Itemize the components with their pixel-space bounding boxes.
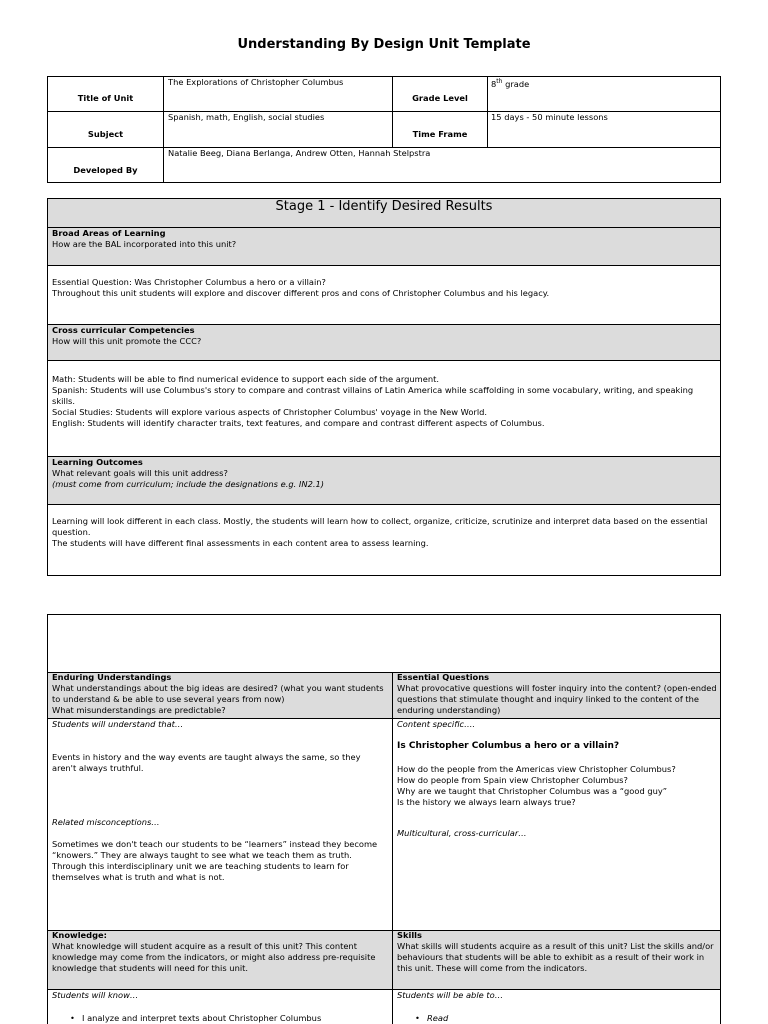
questions-q2: How do people from Spain view Christopher Columbus? — [397, 775, 628, 785]
bal-line-2: Throughout this unit students will explore and discover different pros and cons of Christopher Columbus and his legacy. — [52, 288, 550, 298]
understandings-body-1: Events in history and the way events are taught always the same, so they aren't always truthful. — [52, 752, 361, 773]
grade-level-label: Grade Level — [412, 93, 468, 103]
knowledge-sub: Students will know… — [52, 990, 139, 1000]
knowledge-prompt: What knowledge will student acquire as a result of this unit? This content knowledge may come from the indicators, or might also address pre-requisite knowledge that students will need for this unit. — [52, 941, 376, 973]
ccc-math: Math: Students will be able to find numerical evidence to support each side of the argument. — [52, 374, 440, 384]
skills-content — [397, 990, 717, 1024]
understandings-heading: Enduring Understandings — [52, 672, 172, 682]
questions-content — [397, 719, 717, 839]
understandings-sub-2: Related misconceptions… — [52, 817, 160, 827]
outcomes-header — [52, 457, 716, 490]
subject-value: Spanish, math, English, social studies — [168, 112, 325, 122]
title-of-unit-label: Title of Unit — [77, 93, 134, 103]
skills-item: • Read — [397, 1013, 717, 1024]
ccc-content — [52, 374, 716, 429]
understandings-body-2: Sometimes we don't teach our students to be “learners” instead they become “knowers.” They are always taught to see what we teach them as truth. Through this interdisciplinary unit we are teaching students to learn for themselves what is truth and what is not. — [52, 839, 378, 882]
ccc-heading: Cross curricular Competencies — [52, 325, 195, 335]
page-title: Understanding By Design Unit Template — [237, 37, 531, 52]
skills-heading: Skills — [397, 930, 422, 940]
questions-q1: How do the people from the Americas view Christopher Columbus? — [397, 764, 676, 774]
stage1-title: Stage 1 - Identify Desired Results — [275, 199, 493, 214]
ccc-header — [52, 325, 716, 347]
ccc-social: Social Studies: Students will explore various aspects of Christopher Columbus' voyage in the New World. — [52, 407, 488, 417]
subject-label: Subject — [87, 129, 124, 139]
questions-main: Is Christopher Columbus a hero or a villain? — [397, 741, 620, 751]
title-of-unit-value: The Explorations of Christopher Columbus — [168, 77, 344, 87]
understandings-header — [52, 672, 388, 716]
understandings-sub-1: Students will understand that… — [52, 719, 184, 729]
questions-heading: Essential Questions — [397, 672, 490, 682]
questions-q3: Why are we taught that Christopher Columbus was a “good guy” — [397, 786, 668, 796]
time-frame-value: 15 days - 50 minute lessons — [491, 112, 608, 122]
questions-prompt: What provocative questions will foster inquiry into the content? (open-ended questions that stimulate thought and inquiry linked to the content of the enduring understanding) — [397, 683, 717, 715]
time-frame-label: Time Frame — [412, 129, 468, 139]
understandings-prompt-2: What misunderstandings are predictable? — [52, 705, 226, 715]
knowledge-header — [52, 930, 388, 974]
bal-heading: Broad Areas of Learning — [52, 228, 166, 238]
outcomes-line-2: The students will have different final assessments in each content area to assess learning. — [52, 538, 429, 548]
skills-prompt: What skills will students acquire as a result of this unit? List the skills and/or behaviours that students will be able to exhibit as a result of their work in this unit. These will come from the indicators. — [397, 941, 714, 973]
bal-prompt: How are the BAL incorporated into this unit? — [52, 239, 237, 249]
questions-header — [397, 672, 717, 716]
outcomes-prompt: What relevant goals will this unit address? — [52, 468, 228, 478]
outcomes-heading: Learning Outcomes — [52, 457, 143, 467]
knowledge-content — [52, 990, 388, 1024]
bal-content — [52, 277, 716, 299]
ccc-spanish: Spanish: Students will use Columbus's story to compare and contrast villains of Latin America while scaffolding in some vocabulary, writing, and speaking skills. — [52, 385, 694, 406]
ccc-english: English: Students will identify character traits, text features, and compare and contrast different aspects of Columbus. — [52, 418, 545, 428]
bal-header — [52, 228, 716, 250]
ccc-prompt: How will this unit promote the CCC? — [52, 336, 202, 346]
bal-line-1: Essential Question: Was Christopher Columbus a hero or a villain? — [52, 277, 326, 287]
outcomes-note: (must come from curriculum; include the designations e.g. IN2.1) — [52, 479, 325, 489]
questions-sub-2: Multicultural, cross-curricular… — [397, 828, 527, 838]
knowledge-heading: Knowledge: — [52, 930, 107, 940]
developed-by-value: Natalie Beeg, Diana Berlanga, Andrew Otten, Hannah Stelpstra — [168, 148, 431, 158]
understandings-prompt-1: What understandings about the big ideas are desired? (what you want students to understand & be able to use several years from now) — [52, 683, 384, 704]
questions-sub-1: Content specific…. — [397, 719, 476, 729]
skills-sub: Students will be able to… — [397, 990, 503, 1000]
outcomes-content — [52, 516, 716, 549]
grade-level-value: 8th grade — [491, 78, 530, 89]
outcomes-line-1: Learning will look different in each class. Mostly, the students will learn how to collect, organize, criticize, scrutinize and interpret data based on the essential question. — [52, 516, 708, 537]
knowledge-item: • I analyze and interpret texts about Christopher Columbus — [52, 1013, 388, 1024]
understandings-content — [52, 719, 382, 883]
developed-by-label: Developed By — [73, 165, 138, 175]
skills-header — [397, 930, 717, 974]
questions-q4: Is the history we always learn always true? — [397, 797, 576, 807]
